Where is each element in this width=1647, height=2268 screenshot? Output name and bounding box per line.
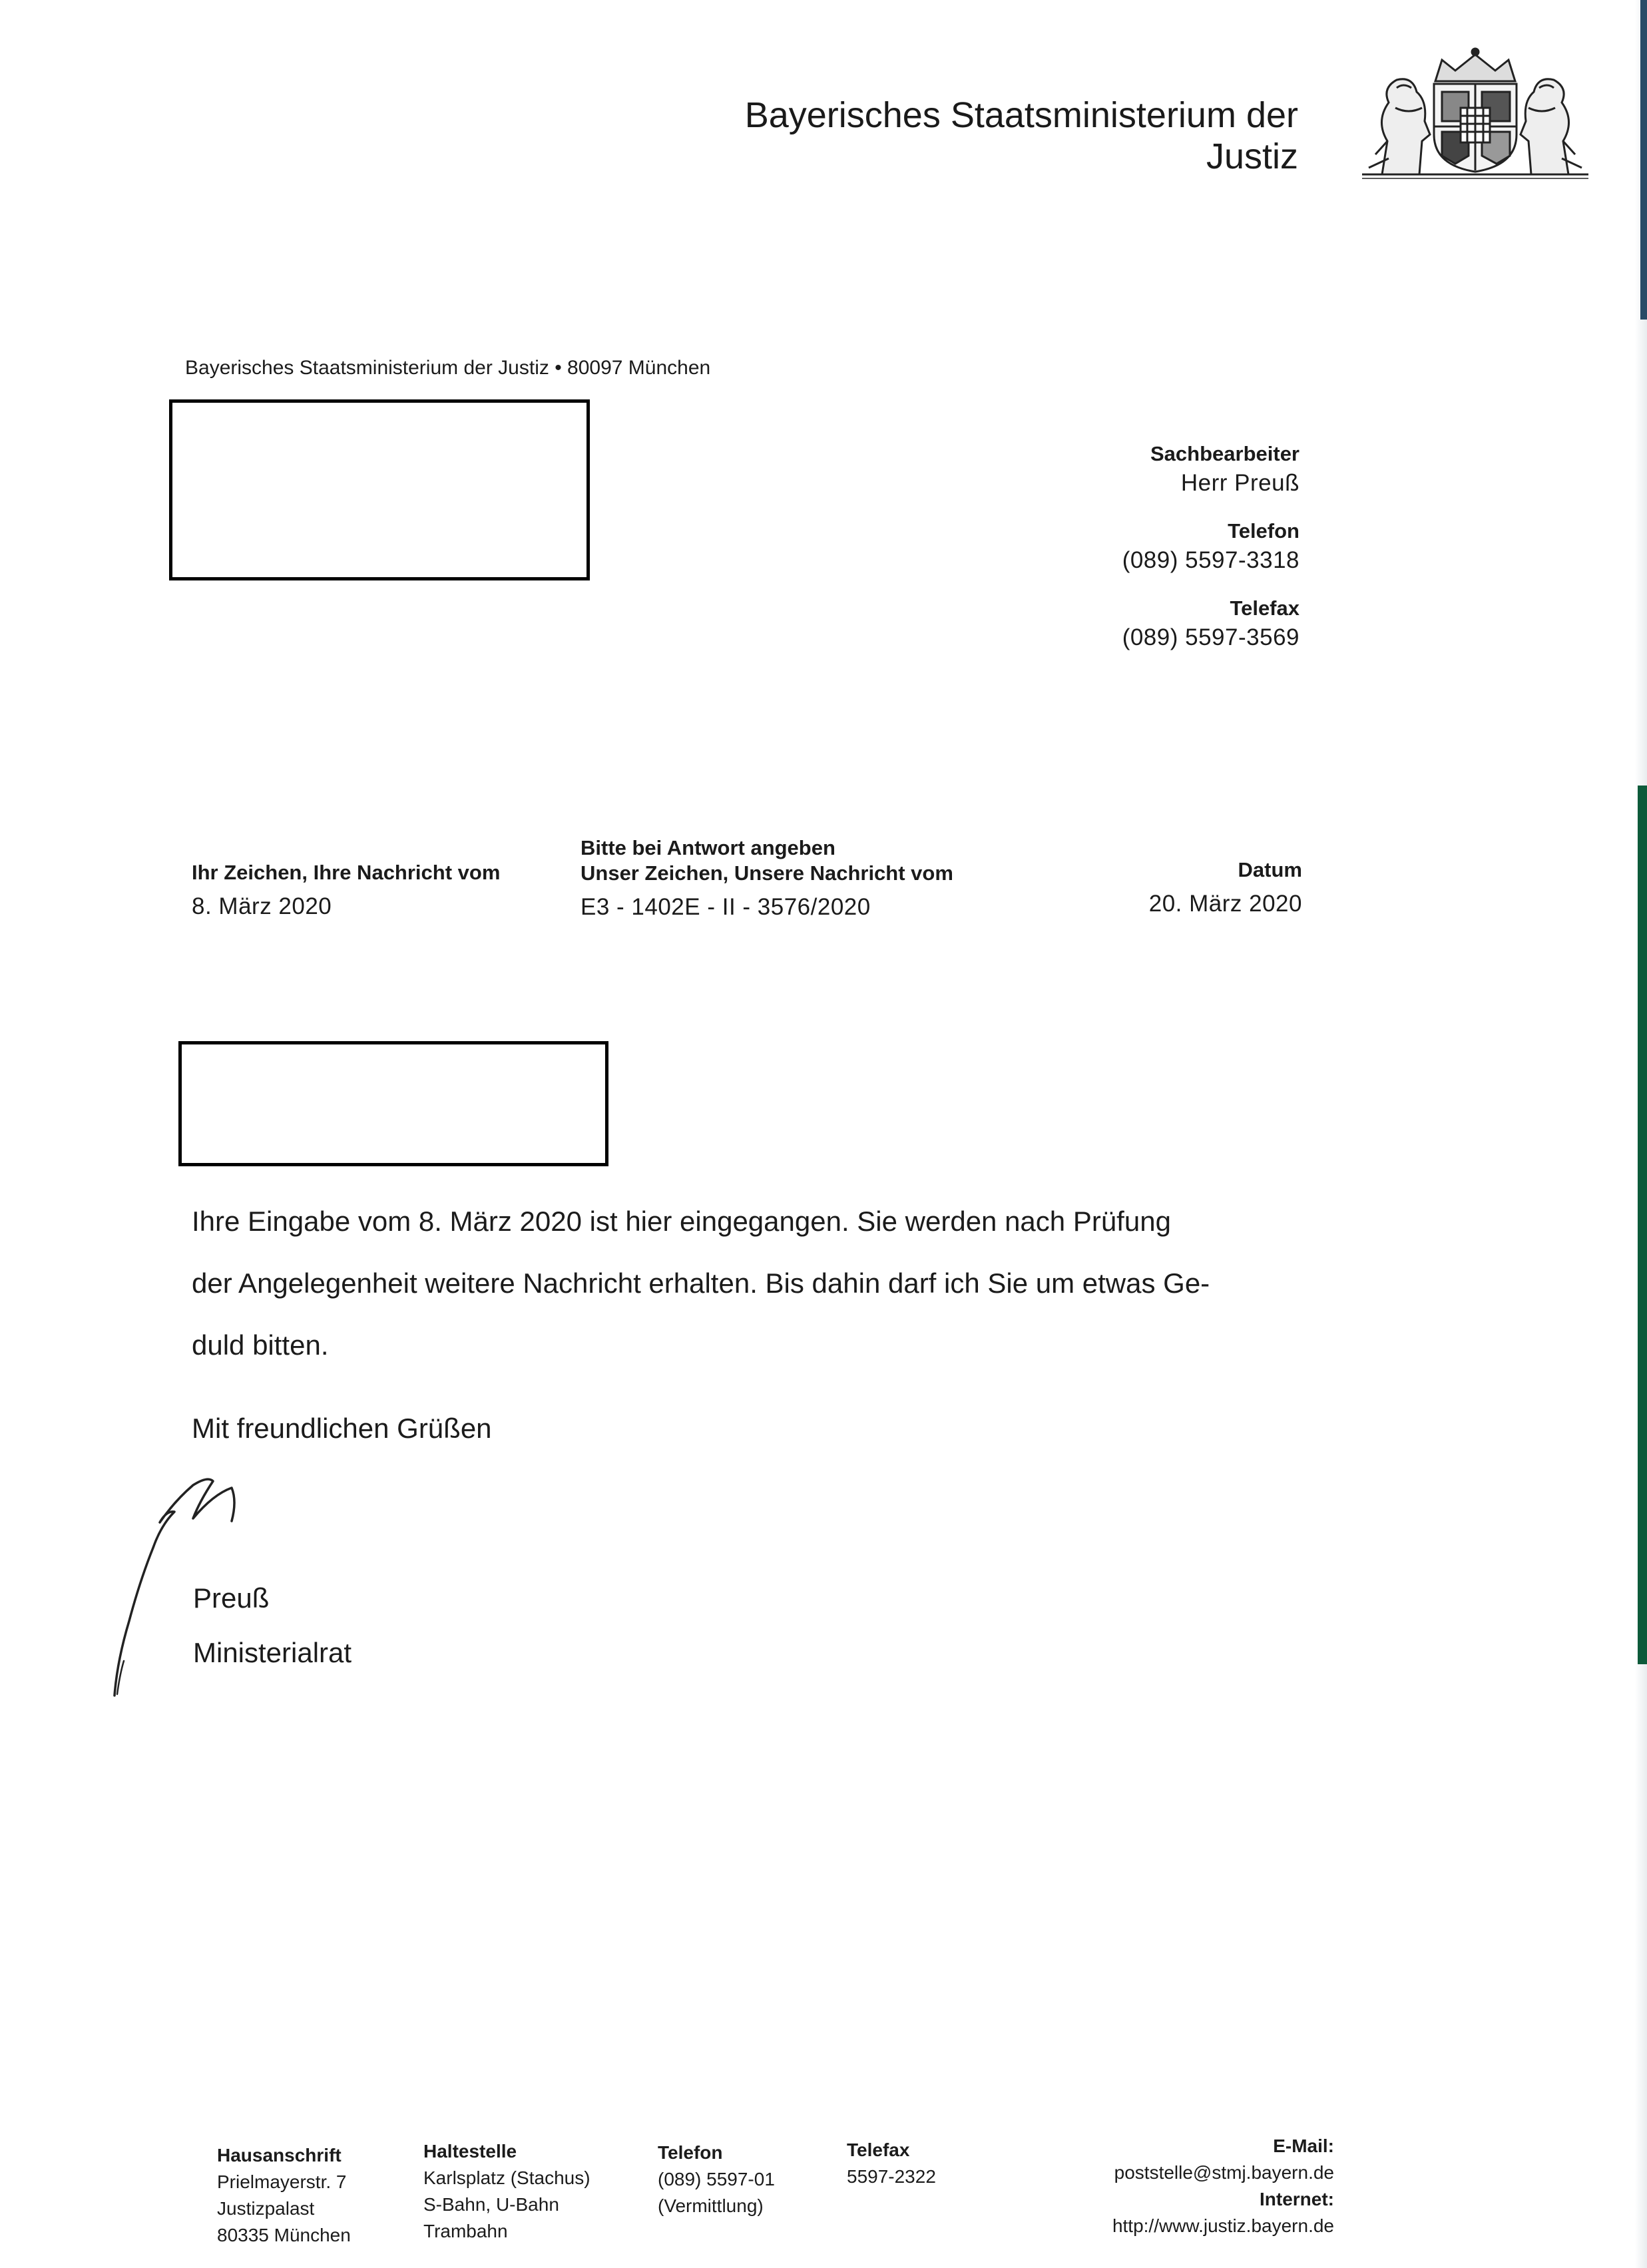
phone-label: Telefon <box>1228 519 1299 543</box>
footer-internet-label: Internet: <box>1260 2189 1334 2209</box>
redacted-recipient-address <box>169 399 590 580</box>
phone-value: (089) 5597-3318 <box>1122 547 1299 573</box>
letter-body <box>192 1190 1323 1376</box>
your-reference <box>192 860 500 920</box>
our-reference <box>581 835 953 921</box>
footer-phone <box>658 2140 775 2219</box>
redacted-salutation <box>178 1041 608 1166</box>
footer-stop-label: Haltestelle <box>423 2141 517 2161</box>
footer-phone-label: Telefon <box>658 2142 723 2163</box>
fax-value: (089) 5597-3569 <box>1122 624 1299 650</box>
body-line-1: Ihre Eingabe vom 8. März 2020 ist hier eingegangen. Sie werden nach Prüfung <box>192 1206 1171 1237</box>
your-reference-value: 8. März 2020 <box>192 893 332 919</box>
footer-address-line3: 80335 München <box>217 2225 351 2245</box>
our-reference-label: Unser Zeichen, Unsere Nachricht vom <box>581 861 953 885</box>
footer-fax <box>847 2137 936 2190</box>
date-label: Datum <box>1238 858 1302 881</box>
page-edge-green <box>1638 786 1647 1664</box>
signatory-name: Preuß <box>193 1582 270 1614</box>
footer-phone-line1: (089) 5597-01 <box>658 2169 775 2189</box>
clerk-value: Herr Preuß <box>1180 470 1299 496</box>
contact-block <box>1122 442 1299 651</box>
footer-address-label: Hausanschrift <box>217 2145 342 2165</box>
letterhead-title-line1: Bayerisches Staatsministerium der <box>744 95 1298 135</box>
footer-address <box>217 2142 351 2249</box>
body-line-3: duld bitten. <box>192 1329 329 1361</box>
body-line-2: der Angelegenheit weitere Nachricht erhalten. Bis dahin darf ich Sie um etwas Ge- <box>192 1267 1210 1299</box>
footer-internet-value: http://www.justiz.bayern.de <box>1112 2215 1334 2236</box>
footer-phone-line2: (Vermittlung) <box>658 2195 764 2216</box>
date-block <box>1149 857 1302 917</box>
page-edge-blue <box>1640 0 1647 320</box>
coat-of-arms-icon <box>1355 41 1595 182</box>
your-reference-label: Ihr Zeichen, Ihre Nachricht vom <box>192 861 501 884</box>
signatory-title: Ministerialrat <box>193 1637 352 1668</box>
closing-phrase: Mit freundlichen Grüßen <box>192 1413 492 1444</box>
letterhead-title-line2: Justiz <box>1206 136 1298 176</box>
footer-fax-label: Telefax <box>847 2140 910 2160</box>
footer-stop-line1: Karlsplatz (Stachus) <box>423 2167 590 2188</box>
footer-web <box>1112 2133 1334 2239</box>
fax-label: Telefax <box>1230 596 1299 620</box>
date-value: 20. März 2020 <box>1148 891 1302 917</box>
footer-stop-line2: S-Bahn, U-Bahn <box>423 2194 559 2215</box>
footer-stop-line3: Trambahn <box>423 2221 508 2241</box>
please-state-label: Bitte bei Antwort angeben <box>581 836 835 859</box>
footer-email-value: poststelle@stmj.bayern.de <box>1114 2162 1334 2183</box>
clerk-label: Sachbearbeiter <box>1150 442 1299 465</box>
signatory <box>193 1571 352 1680</box>
footer-fax-line1: 5597-2322 <box>847 2166 936 2187</box>
footer-address-line2: Justizpalast <box>217 2198 315 2219</box>
footer-email-label: E-Mail: <box>1273 2136 1334 2156</box>
sender-return-line: Bayerisches Staatsministerium der Justiz • 80097 München <box>185 357 711 379</box>
footer-address-line1: Prielmayerstr. 7 <box>217 2171 347 2192</box>
letterhead-title <box>745 95 1298 177</box>
our-reference-value: E3 - 1402E - II - 3576/2020 <box>581 894 871 920</box>
footer-stop <box>423 2138 590 2245</box>
